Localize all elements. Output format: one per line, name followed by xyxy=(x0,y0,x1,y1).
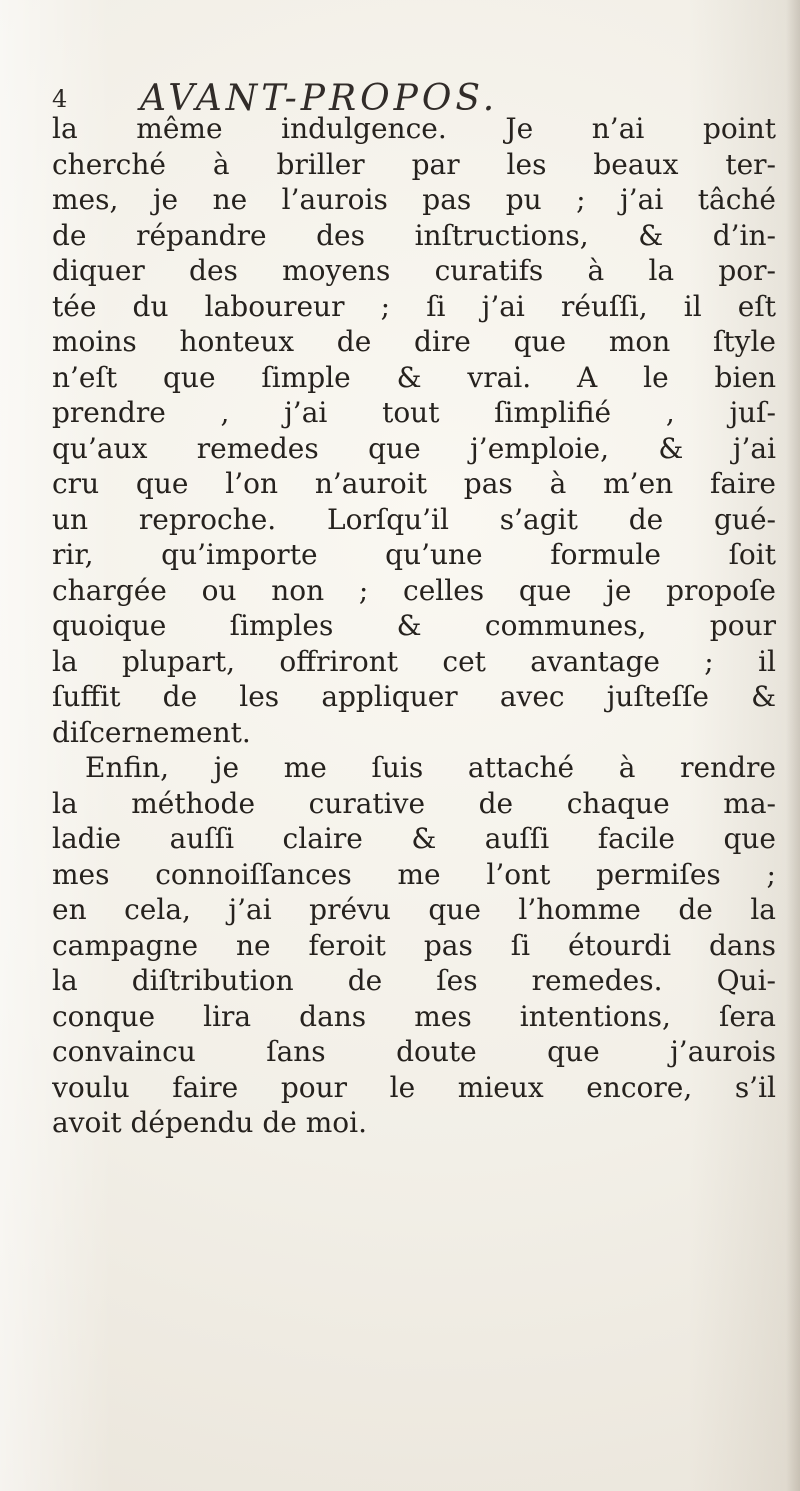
text-line: diquer des moyens curatifs à la por- xyxy=(52,254,776,287)
text-line: conque lira dans mes intentions, ſera xyxy=(52,999,776,1033)
text-line: Enfin, je me ſuis attaché à rendre xyxy=(85,751,776,784)
text-line: qu’aux remedes que j’emploie, & j’ai xyxy=(52,431,776,465)
text-line: convaincu ſans doute que j’aurois xyxy=(52,1035,776,1068)
text-line: voulu faire pour le mieux encore, s’il xyxy=(52,1070,776,1104)
text-line: quoique ſimples & communes, pour xyxy=(52,609,776,642)
running-title: AVANT-PROPOS. xyxy=(140,78,499,119)
text-line: cru que l’on n’auroit pas à m’en faire xyxy=(52,467,776,500)
text-line: cherché à briller par les beaux ter- xyxy=(52,147,776,181)
text-line: avoit dépendu de moi. xyxy=(52,1106,368,1139)
text-line: mes, je ne l’aurois pas pu ; j’ai tâché xyxy=(52,183,776,216)
text-line: moins honteux de dire que mon ſtyle xyxy=(52,325,776,358)
text-line: tée du laboureur ; ſi j’ai réuſſi, il eſt xyxy=(52,289,776,323)
text-line: prendre , j’ai tout ſimplifié , juſ- xyxy=(52,396,776,429)
text-line: de répandre des inſtructions, & d’in- xyxy=(52,218,776,252)
text-line: en cela, j’ai prévu que l’homme de la xyxy=(52,893,776,926)
text-line: la plupart, offriront cet avantage ; il xyxy=(52,644,776,678)
page-edge-shadow xyxy=(786,0,800,1491)
text-line: campagne ne feroit pas ſi étourdi dans xyxy=(52,928,776,962)
text-line: diſcernement. xyxy=(52,715,251,749)
text-line: rir, qu’importe qu’une formule ſoit xyxy=(52,538,776,571)
text-line: la même indulgence. Je n’ai point xyxy=(52,112,776,145)
text-line: mes connoiſſances me l’ont permiſes ; xyxy=(52,857,776,891)
text-line: ladie auſſi claire & auſſi facile que xyxy=(52,822,776,855)
page-number: 4 xyxy=(52,85,68,113)
text-line: la méthode curative de chaque ma- xyxy=(52,786,776,820)
text-line: chargée ou non ; celles que je propoſe xyxy=(52,573,776,607)
text-line: n’eſt que ſimple & vrai. A le bien xyxy=(52,360,776,394)
text-line: ſuffit de les appliquer avec juſteſſe & xyxy=(52,680,776,713)
body-text xyxy=(52,111,776,1141)
text-line: la diſtribution de ſes remedes. Qui- xyxy=(52,964,776,997)
text-line: un reproche. Lorſqu’il s’agit de gué- xyxy=(52,502,776,536)
